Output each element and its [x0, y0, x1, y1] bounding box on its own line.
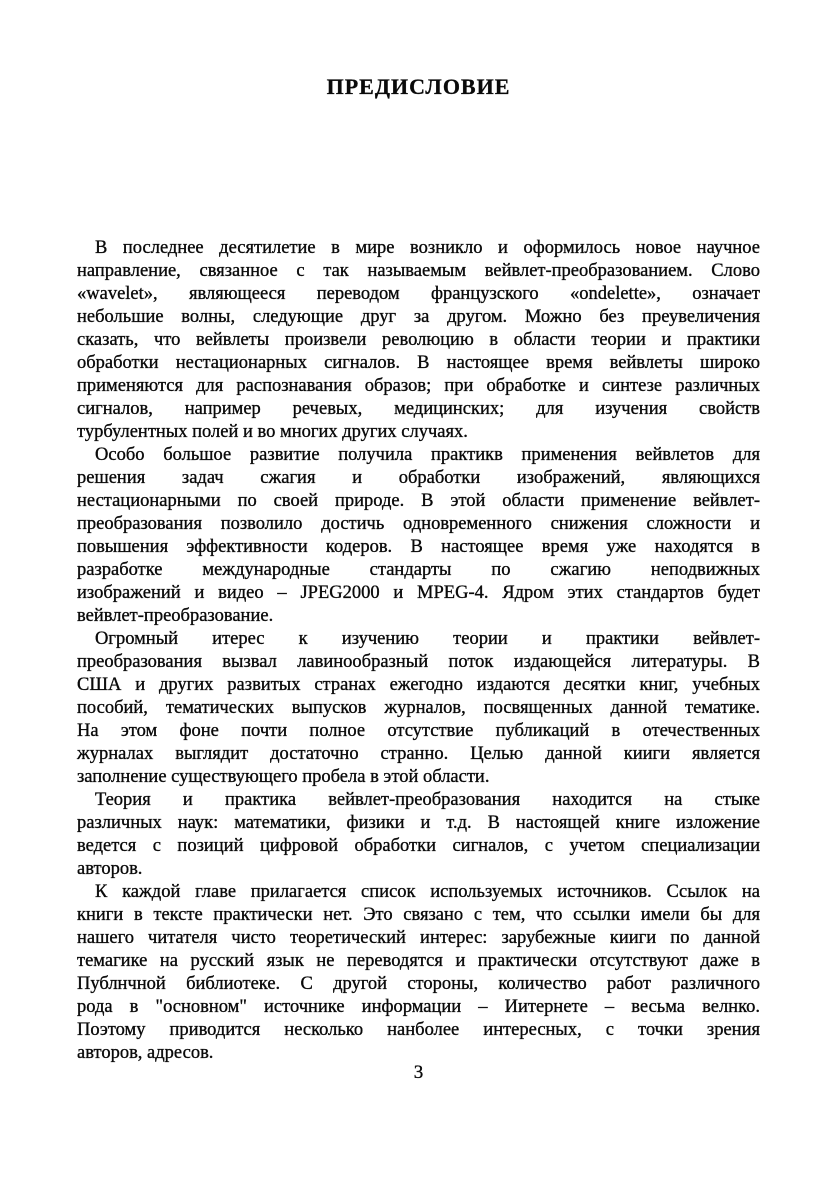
- text-line: повышения эффективности кодеров. В настоящее время уже находятся в: [77, 537, 760, 557]
- text-line: авторов.: [77, 859, 143, 879]
- text-line: сигналов, например речевых, медицинских; для изучения свойств: [77, 399, 760, 419]
- paragraph: [77, 237, 760, 444]
- text-line: разработке международные стандарты по сжагию неподвижных: [77, 560, 760, 580]
- text-line: обработки нестационарных сигналов. В настоящее время вейвлеты широко: [77, 353, 760, 373]
- paragraph: [77, 789, 760, 881]
- text-line: сказать, что вейвлеты произвели революцию в области теории и практики: [77, 330, 760, 350]
- text-line: книги в тексте практически нет. Это связано с тем, что ссылки имели бы для: [77, 905, 760, 925]
- text-line: На этом фоне почти полное отсутствие публикаций в отечественных: [77, 721, 760, 741]
- paragraph: [77, 444, 760, 628]
- text-line: В последнее десятилетие в мире возникло и оформилось новое научное: [95, 238, 760, 258]
- text-line: различных наук: математики, физики и т.д. В настоящей книге изложение: [77, 813, 760, 833]
- text-line: заполнение существующего пробела в этой области.: [77, 767, 490, 787]
- text-line: нашего читателя чисто теоретический интерес: зарубежные кииги по данной: [77, 928, 760, 948]
- text-line: Поэтому приводится несколько нанболее интересных, с точки зрения: [77, 1020, 760, 1040]
- text-line: направление, связанное с так называемым вейвлет-преобразованием. Слово: [77, 261, 760, 281]
- paragraph: [77, 628, 760, 789]
- text-line: турбулентных полей и во многих других случаях.: [77, 422, 468, 442]
- text-line: «wavelet», являющееся переводом французского «ondelette», означает: [77, 284, 760, 304]
- text-line: рода в "основном" источнике информации – Иитернете – весьма велнко.: [77, 997, 760, 1017]
- text-line: Публнчной библиотеке. С другой стороны, количество работ различного: [77, 974, 760, 994]
- text-line: пособий, тематических выпусков журналов, посвященных данной тематике.: [77, 698, 760, 718]
- text-line: ведется с позиций цифровой обработки сигналов, с учетом специализации: [77, 836, 760, 856]
- text-line: применяются для распознавания образов; при обработке и синтезе различных: [77, 376, 760, 396]
- text-line: преобразования вызвал лавинообразный поток издающейся литературы. В: [77, 652, 760, 672]
- text-line: преобразования позволило достичь одновременного снижения сложности и: [77, 514, 760, 534]
- text-line: Огромный итерес к изучению теории и практики вейвлет-: [95, 629, 760, 649]
- text-line: США и других развитых странах ежегодно издаются десятки книг, учебных: [77, 675, 760, 695]
- text-line: изображений и видео – JPEG2000 и MPEG-4. Ядром этих стандартов будет: [77, 583, 760, 603]
- text-line: темагике на русский язык не переводятся и практически отсутствуют даже в: [77, 951, 760, 971]
- text-line: решения задач сжагия и обработки изображений, являющихся: [77, 468, 760, 488]
- text-line: Особо большое развитие получила практикв применения вейвлетов для: [95, 445, 760, 465]
- text-line: авторов, адресов.: [77, 1043, 214, 1063]
- text-line: Теория и практика вейвлет-преобразования находится на стыке: [95, 790, 760, 810]
- text-line: нестационарными по своей природе. В этой области применение вейвлет-: [77, 491, 760, 511]
- page-number: 3: [413, 1062, 424, 1083]
- text-line: журналах выглядит достаточно странно. Целью данной кииги является: [77, 744, 760, 764]
- text-line: небольшие волны, следующие друг за другом. Можно без преувеличения: [77, 307, 760, 327]
- text-line: вейвлет-преобразование.: [77, 606, 274, 626]
- paragraph: [77, 881, 760, 1065]
- text-line: К каждой главе прилагается список используемых источников. Ссылок на: [95, 882, 760, 902]
- body-text: [77, 237, 760, 1065]
- page-title: ПРЕДИСЛОВИЕ: [326, 74, 511, 99]
